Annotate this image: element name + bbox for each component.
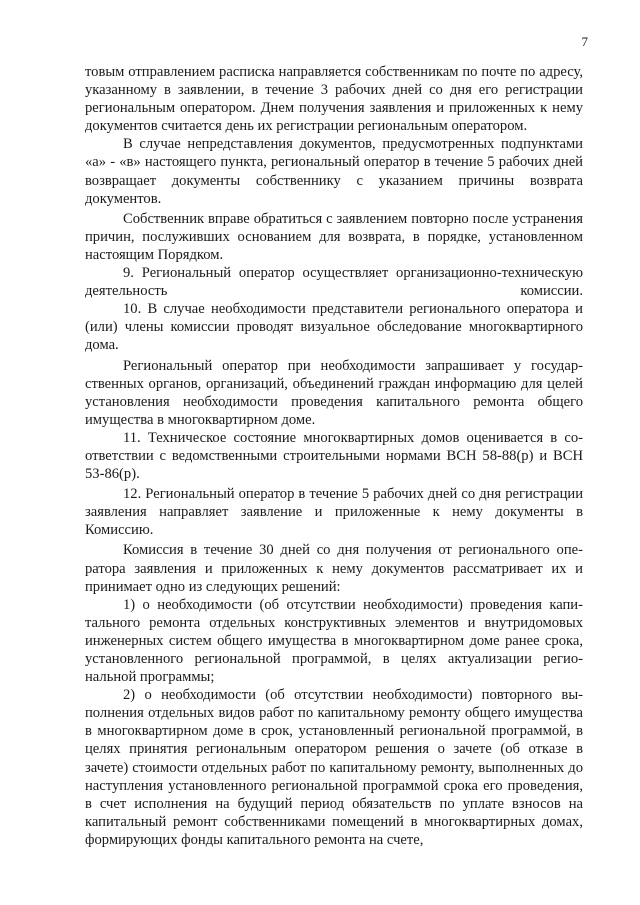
paragraph-decision-1: 1) о необходимости (об отсутствии необходимости) проведения капитального ремонта отдельных конструктивных элементов и внутридомовых инженерных систем общего имущества в многоквартирном доме ранее срока, установленного региональной программой, в целях актуализации региональной программы; xyxy=(85,596,583,686)
paragraph-item-11: 11. Техническое состояние многоквартирных домов оценивается в соответствии с ведомственными строительными нормами ВСН 58-88(р) и ВСН 53-86(р). xyxy=(85,429,583,483)
page-number: 7 xyxy=(581,34,588,49)
paragraph-decision-2: 2) о необходимости (об отсутствии необходимости) повторного выполнения отдельных видов работ по капитальному ремонту общего имущества в многоквартирном доме в срок, установленный региональной программой, в целях принятия региональным оператором решения о зачете (об отказе в зачете) стоимости отдельных работ по капитальному ремонту, выполненных до наступления установленного региональной программой срока его проведения, в счет исполнения на будущий период обязательств по уплате взносов на капитальный ремонт собственниками помещений в многоквартирных домах, формирующих фонды капитального ремонта на счете, xyxy=(85,687,583,848)
paragraph-document-return: В случае непредставления документов, предусмотренных подпунктами «а» - «в» настоящего пункта, региональный оператор в течение 5 рабочих дней возвращает документы собственнику с указанием причины возврата документов. xyxy=(85,136,583,207)
paragraph-continuation: товым отправлением расписка направляется собственникам по почте по адресу, указанному в заявлении, в течение 3 рабочих дней со дня его регистрации региональным оператором. Днем получения заявления и приложенных к нему документов считается день их регистрации региональным оператором. xyxy=(85,64,583,135)
paragraph-item-12: 12. Региональный оператор в течение 5 рабочих дней со дня регистрации заявления направляет заявление и приложенные к нему документы в Комиссию. xyxy=(85,486,583,539)
paragraph-item-10: 10. В случае необходимости представители регионального оператора и (или) члены комиссии проводят визуальное обследование многоквартирного дома. xyxy=(85,301,583,354)
paragraph-item-9: 9. Региональный оператор осуществляет организационно-техническую деятельность комиссии. xyxy=(85,265,583,300)
paragraph-reapply: Собственник вправе обратиться с заявлением повторно после устранения причин, послуживших основанием для возврата, в порядке, установленном настоящим Порядком. xyxy=(85,210,583,263)
paragraph-commission-decisions: Комиссия в течение 30 дней со дня получения от регионального оператора заявления и приложенных к нему документов рассматривает их и принимает одно из следующих решений: xyxy=(85,542,583,595)
paragraph-information-request: Региональный оператор при необходимости запрашивает у государственных органов, организаций, объединений граждан информацию для целей установления необходимости проведения капитального ремонта общего имущества в многоквартирном доме. xyxy=(85,357,583,428)
document-body xyxy=(85,63,583,849)
